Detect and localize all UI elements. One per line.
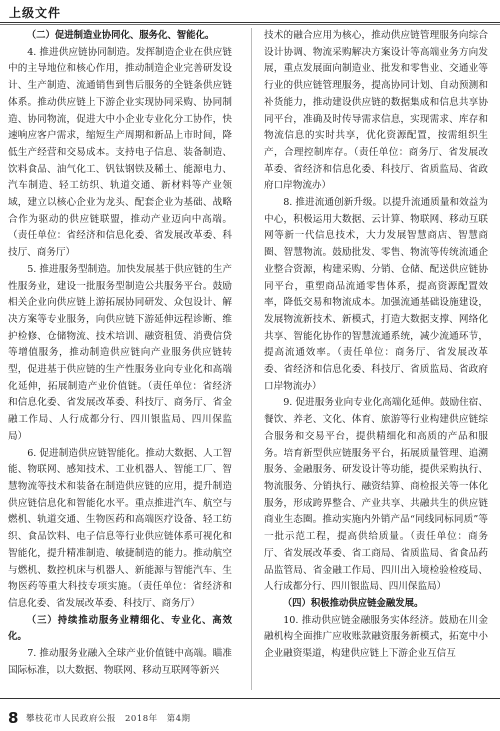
body-paragraph: 技术的融合应用为核心，推动供应链管理服务向综合设计协调、物流采购解决方案设计等高端业务方向发展，重点发展面向制造业、批发和零售业、交通业等行业的供应链管理服务，提高协同计划、自动预测和补货能力，推动建设供应链的数据集成和信息共享协同平台，准确及时传导需求信息，实现需求、库存和物流信息的实时共享，优化资源配置，按需组织生产，合理控制库存。（责任单位：商务厅、省发展改革委、省经济和信息化委、科技厅、省质监局、省政府口岸物流办） [264,30,488,192]
footer-rule [0,698,500,699]
right-column [264,28,488,692]
body-paragraph: 9. 促进服务业向专业化高端化延伸。鼓励住宿、餐饮、养老、文化、体育、旅游等行业构建供应链综合服务和交易平台，提供精细化和高质的产品和服务。培育新型供应链服务平台，拓展质量管理、追溯服务、金融服务、研发设计等功能，提供采购执行、物流服务、分销执行、融资结算、商检报关等一体化服务，形成跨界整合、产业共享、共融共生的供应链商业生态圈。推动实施内外销产品“同线同标同质”等一批示范工程，提高供给质量。（责任单位：商务厅、省发展改革委、省工商局、省质监局、省食品药品监管局、省金融工作局、四川出入境检验检疫局、人行成都分行、四川银监局、四川保监局） [264,397,488,593]
section-subheading: （二）促进制造业协同化、服务化、智能化。 [26,30,215,41]
page-header [0,0,500,26]
section-subheading: （三）持续推动服务业精细化、专业化、高效化。 [8,614,232,643]
page-number: 8 [8,709,19,727]
body-paragraph: 8. 推进流通创新升级。以提升流通质量和效益为中心，积极运用大数据、云计算、物联网、移动互联网等新一代信息技术，大力发展智慧商店、智慧商圈、智慧物流。鼓励批发、零售、物流等传统流通企业整合资源，构建采购、分销、仓储、配送供应链协同平台，重塑商品流通零售体系，提高资源配置效率，降低交易和物流成本。加强流通基础设施建设，发展物流新技术、新模式，打造大数据支撑、网络化共享、智能化协作的智慧流通系统，减少流通环节，提高流通效率。（责任单位：商务厅、省发展改革委、省经济和信息化委、科技厅、省质监局、省政府口岸物流办） [264,197,488,392]
section-subheading: （四）积极推动供应链金融发展。 [282,597,424,609]
header-rule-thin [0,24,500,25]
left-column [8,28,232,692]
body-paragraph: 4. 推进供应链协同制造。发挥制造企业在供应链中的主导地位和核心作用，推动制造企业完善研发设计、生产制造、流通销售到售后服务的全链条供应链体系。推动供应链上下游企业实现协同采购、协同制造、协同物流，促进大中小企业专业化分工协作，快速响应客户需求，缩短生产周期和新品上市时间，降低生产经营和交易成本。支持电子信息、装备制造、饮料食品、油气化工、钒钛钢铁及稀土、能源电力、汽车制造、轻工纺织、轨道交通、新材料等产业领域，建立以核心企业为龙头、配套企业为基础、战略合作为驱动的供应链联盟，推动产业迈向中高端。（责任单位：省经济和信息化委、省发展改革委、科技厅、商务厅） [8,46,232,259]
body-paragraph: 7. 推动服务业融入全球产业价值链中高端。瞄准国际标准，以大数据、物联网、移动互联网等新兴 [8,648,232,676]
publication-info: 攀枝花市人民政府公报 2018年 第4期 [26,714,191,724]
page-footer [0,698,500,728]
section-title: 上级文件 [9,6,62,20]
body-paragraph: 5. 推进服务型制造。加快发展基于供应链的生产性服务业，建设一批服务型制造公共服务平台。鼓励相关企业向供应链上游拓展协同研发、众包设计、解决方案等专业服务，向供应链下游延伸远程诊断、维护检修、仓储物流、技术培训、融资租赁、消费信贷等增值服务，推动制造供应链向产业服务供应链转型，促进基于供应链的生产性服务业向专业化和高端化延伸，拓展制造产业价值链。（责任单位：省经济和信息化委、省发展改革委、科技厅、商务厅、省金融工作局、人行成都分行、四川银监局、四川保监局） [8,263,232,442]
header-rule [0,22,500,23]
column-divider [251,28,252,690]
body-paragraph: 10. 推动供应链金融服务实体经济。鼓励在川金融机构全面推广应收账款融资服务新模式，拓宽中小企业融资渠道，构建供应链上下游企业互信互 [264,614,488,660]
body-paragraph: 6. 促进制造供应链智能化。推动大数据、人工智能、物联网、感知技术、工业机器人、智能工厂、智慧物流等技术和装备在制造供应链的应用，提升制造供应链信息化和智能化水平。重点推进汽车、航空与燃机、轨道交通、生物医药和高端医疗设备、轻工纺织、食品饮料、电子信息等行业供应链体系可视化和智能化，提升精准制造、敏捷制造的能力。推动航空与燃机、数控机床与机器人、新能源与智能汽车、生物医药等重大科技专项实施。（责任单位：省经济和信息化委、省发展改革委、科技厅、商务厅） [8,447,232,609]
